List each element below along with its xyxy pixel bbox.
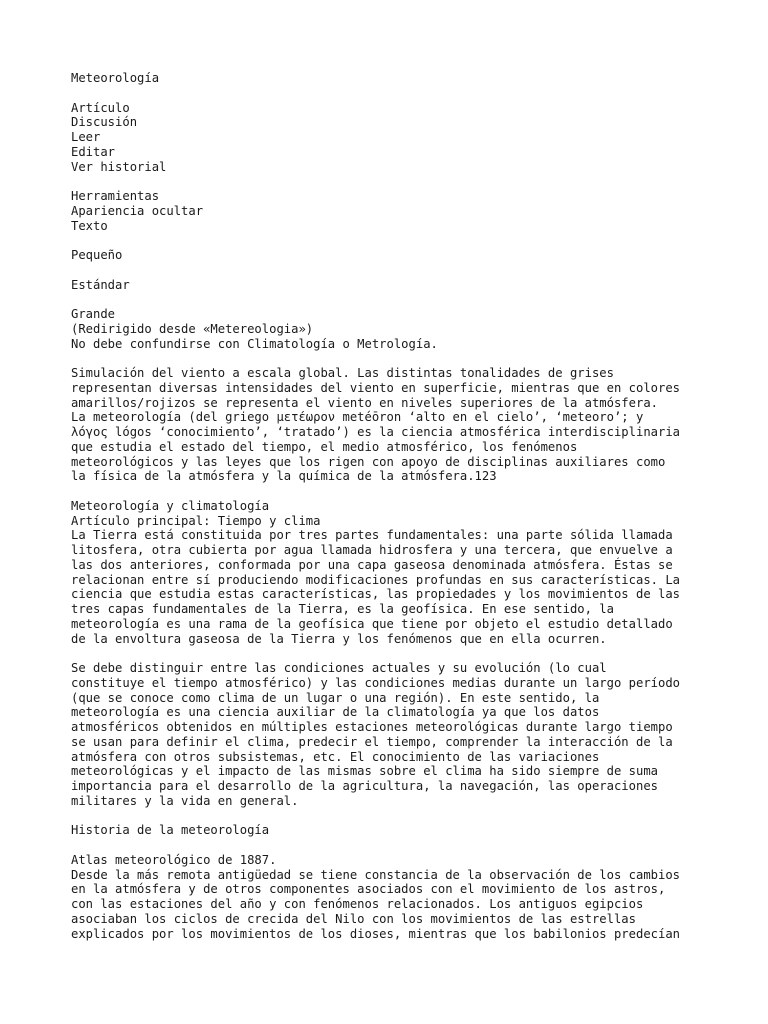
spacer bbox=[71, 292, 711, 307]
spacer bbox=[71, 263, 711, 278]
image-caption-line: Atlas meteorológico de 1887. bbox=[71, 852, 277, 867]
text-size-label: Texto bbox=[71, 218, 108, 233]
paragraph-line: La meteorología (del griego μετέωρον metéōron ‘alto en el cielo’, ‘meteoro’; y bbox=[71, 410, 644, 425]
paragraph-line: las dos anteriores, conformada por una capa gaseosa denominada atmósfera. Éstas se bbox=[71, 557, 673, 572]
paragraph-line: que estudia el estado del tiempo, el medio atmosférico, los fenómenos bbox=[71, 439, 578, 454]
spacer bbox=[71, 174, 711, 189]
tab-ver-historial[interactable]: Ver historial bbox=[71, 159, 167, 174]
paragraph-line: meteorológicos y las leyes que los rigen con apoyo de disciplinas auxiliares como bbox=[71, 454, 666, 469]
paragraph-line: meteorología es una rama de la geofísica que tiene por objeto el estudio detallado bbox=[71, 616, 673, 631]
paragraph-line: meteorológicas y el impacto de las mismas sobre el clima ha sido siempre de suma bbox=[71, 764, 658, 779]
article-page bbox=[71, 71, 711, 941]
paragraph-line: atmosféricos obtenidos en múltiples estaciones meteorológicas durante largo tiempo bbox=[71, 720, 673, 734]
page-title: Meteorología bbox=[71, 71, 160, 85]
paragraph-line: ciencia que estudia estas características, las propiedades y los movimientos de las bbox=[71, 587, 681, 602]
text-size-large-option[interactable]: Grande bbox=[71, 307, 116, 321]
text-size-small-option[interactable]: Pequeño bbox=[71, 248, 123, 262]
tab-editar[interactable]: Editar bbox=[71, 144, 116, 159]
section-heading: Meteorología y climatología bbox=[71, 498, 270, 513]
paragraph-line: Desde la más remota antigüedad se tiene constancia de la observación de los cambios bbox=[71, 867, 681, 882]
paragraph-line: meteorología es una ciencia auxiliar de la climatología ya que los datos bbox=[71, 705, 600, 720]
paragraph-line: con las estaciones del año y con fenómenos relacionados. Los antiguos egipcios bbox=[71, 897, 644, 911]
paragraph-line: importancia para el desarrollo de la agricultura, la navegación, las operaciones bbox=[71, 779, 658, 793]
paragraph-line: constituye el tiempo atmosférico) y las condiciones medias durante un largo período bbox=[71, 675, 681, 690]
text-size-standard-option[interactable]: Estándar bbox=[71, 277, 130, 292]
spacer bbox=[71, 646, 711, 661]
disambiguation-note: No debe confundirse con Climatología o Metrología. bbox=[71, 336, 438, 351]
spacer bbox=[71, 838, 711, 853]
paragraph-line: atmósfera con otros subsistemas, etc. El conocimiento de las variaciones bbox=[71, 749, 600, 764]
paragraph-line: asociaban los ciclos de crecida del Nilo con los movimientos de las estrellas bbox=[71, 911, 636, 926]
redirect-note: (Redirigido desde «Metereologia») bbox=[71, 321, 314, 336]
paragraph-line: de la envoltura gaseosa de la Tierra y los fenómenos que en ella ocurren. bbox=[71, 631, 607, 646]
paragraph-line: relacionan entre sí produciendo modificaciones profundas en sus características. La bbox=[71, 572, 681, 587]
tab-articulo[interactable]: Artículo bbox=[71, 100, 130, 115]
paragraph-line: explicados por los movimientos de los dioses, mientras que los babilonios predecían bbox=[71, 926, 681, 941]
spacer bbox=[71, 809, 711, 824]
paragraph-line: La Tierra está constituida por tres partes fundamentales: una parte sólida llamada bbox=[71, 528, 673, 543]
intro-section bbox=[71, 366, 711, 484]
spacer bbox=[71, 351, 711, 366]
paragraph-line: la física de la atmósfera y la química de la atmósfera.123 bbox=[71, 469, 497, 484]
paragraph-line: (que se conoce como clima de un lugar o una región). En este sentido, la bbox=[71, 690, 600, 705]
image-caption-line: Simulación del viento a escala global. Las distintas tonalidades de grises bbox=[71, 366, 614, 380]
paragraph-line: militares y la vida en general. bbox=[71, 793, 299, 808]
paragraph-line: λόγος lógos ‘conocimiento’, ‘tratado’) es la ciencia atmosférica interdisciplinaria bbox=[71, 425, 681, 439]
spacer bbox=[71, 233, 711, 248]
paragraph-line: Se debe distinguir entre las condiciones actuales y su evolución (lo cual bbox=[71, 661, 607, 675]
appearance-toggle[interactable]: Apariencia ocultar bbox=[71, 203, 204, 218]
image-caption-line: amarillos/rojizos se representa el viento en niveles superiores de la atmósfera. bbox=[71, 395, 658, 410]
paragraph-line: se usan para definir el clima, predecir el tiempo, comprender la interacción de la bbox=[71, 734, 673, 749]
main-article-link[interactable]: Artículo principal: Tiempo y clima bbox=[71, 513, 321, 528]
spacer bbox=[71, 86, 711, 101]
image-caption-line: representan diversas intensidades del viento en superficie, mientras que en colores bbox=[71, 380, 681, 395]
paragraph-line: litosfera, otra cubierta por agua llamada hidrosfera y una tercera, que envuelve a bbox=[71, 543, 673, 557]
tools-menu[interactable]: Herramientas bbox=[71, 189, 160, 203]
paragraph-line: en la atmósfera y de otros componentes asociados con el movimiento de los astros, bbox=[71, 882, 666, 897]
section-heading: Historia de la meteorología bbox=[71, 823, 270, 838]
section-historia bbox=[71, 823, 711, 941]
tab-discusion[interactable]: Discusión bbox=[71, 115, 138, 130]
tab-leer[interactable]: Leer bbox=[71, 130, 101, 144]
section-meteorologia-climatologia bbox=[71, 499, 711, 809]
paragraph-line: tres capas fundamentales de la Tierra, es la geofísica. En ese sentido, la bbox=[71, 602, 614, 616]
spacer bbox=[71, 484, 711, 499]
